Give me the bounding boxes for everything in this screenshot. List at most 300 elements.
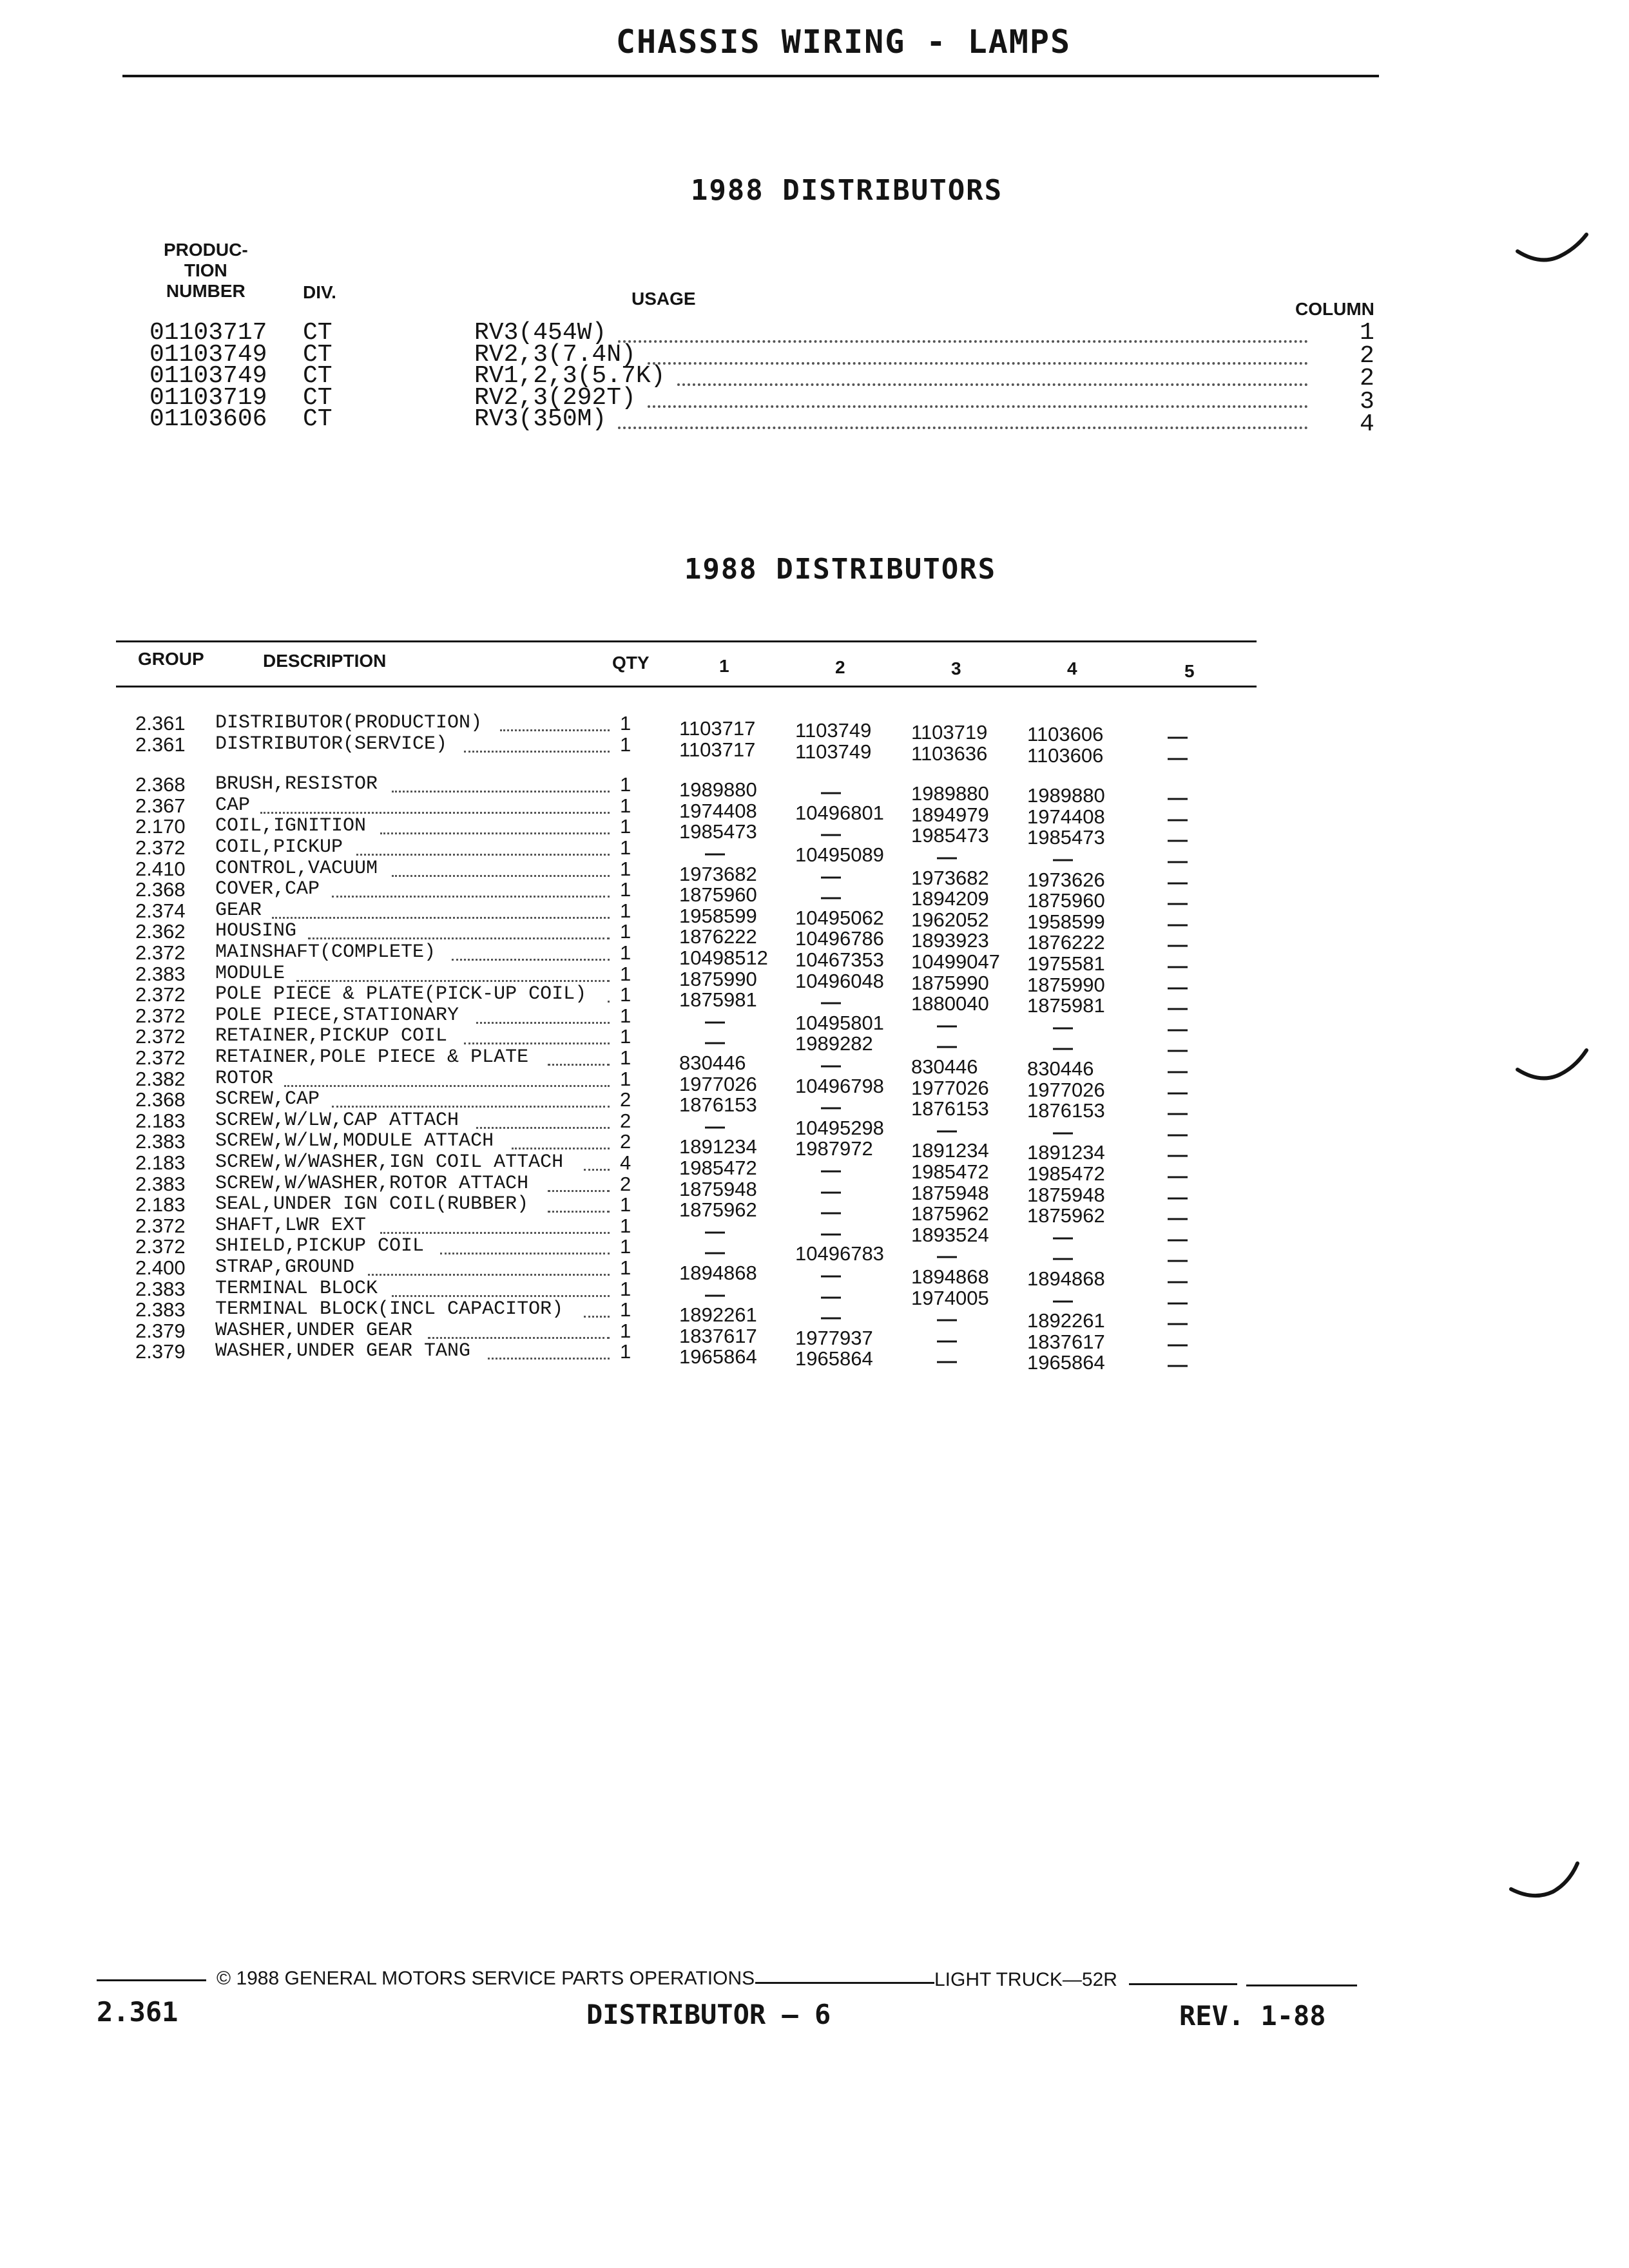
row-description: CAP (215, 794, 251, 816)
part-number-cell: 1891234 (1027, 1141, 1105, 1164)
part-number-cell: — (1168, 1206, 1188, 1229)
part-number-cell: — (821, 1284, 841, 1307)
part-number-cell: 1985472 (679, 1157, 757, 1179)
part-number-cell: — (821, 864, 841, 887)
row-qty: 1 (620, 1025, 631, 1048)
parts-section-title: 1988 DISTRIBUTORS (684, 553, 997, 586)
col-production-line-1: PRODUC- (164, 240, 248, 260)
part-number-cell: 1958599 (679, 904, 757, 927)
row-description: GEAR (215, 899, 262, 921)
row-description: ROTOR (215, 1067, 274, 1090)
row-description: POLE PIECE,STATIONARY (215, 1004, 459, 1026)
part-number-cell: 1103717 (679, 717, 756, 740)
part-number-cell: 1894868 (679, 1262, 757, 1284)
part-number-cell: — (937, 1118, 957, 1141)
part-number-cell: — (1168, 849, 1188, 872)
row-description: SCREW,W/LW,CAP ATTACH (215, 1109, 459, 1131)
part-number-cell: — (937, 1034, 957, 1057)
part-number-cell: 1837617 (1027, 1330, 1105, 1353)
part-number-cell: — (705, 1240, 725, 1264)
part-number-cell: — (821, 822, 841, 845)
part-number-cell: 1103719 (911, 721, 988, 744)
row-qty: 1 (620, 712, 631, 735)
parts-header-rule (116, 686, 1257, 687)
row-qty: 1 (620, 878, 631, 901)
part-number-cell: 10498512 (679, 947, 768, 969)
usage-description: RV3(350M) (474, 405, 607, 433)
dot-leader (452, 937, 610, 961)
part-number-cell: 1876153 (1027, 1099, 1105, 1122)
part-number-cell: 1985473 (911, 824, 989, 847)
part-number-cell: 1892261 (679, 1303, 757, 1327)
part-number-cell: 10495801 (795, 1011, 884, 1034)
usage-column: 2 (1360, 365, 1374, 392)
row-description: STRAP,GROUND (215, 1256, 355, 1278)
row-qty: 1 (620, 983, 631, 1006)
row-group: 2.400 (135, 1256, 186, 1279)
row-description: MODULE (215, 962, 285, 985)
row-qty: 1 (620, 773, 631, 796)
part-number-cell: — (1053, 1015, 1073, 1038)
row-description: MAINSHAFT(COMPLETE) (215, 941, 436, 963)
row-description: SEAL,UNDER IGN COIL(RUBBER) (215, 1193, 529, 1216)
footer-revision: REV. 1-88 (1179, 2000, 1326, 2032)
hdr-col-2: 2 (835, 657, 845, 677)
part-number-cell: 830446 (679, 1052, 746, 1074)
dot-leader (476, 1001, 610, 1024)
usage-section-title: 1988 DISTRIBUTORS (690, 174, 1003, 207)
row-group: 2.372 (135, 1235, 186, 1258)
part-number-cell: 10495298 (795, 1116, 884, 1139)
part-number-cell: 1894868 (1027, 1267, 1105, 1290)
part-number-cell: — (821, 1158, 841, 1181)
row-description: TERMINAL BLOCK(INCL CAPACITOR) (215, 1298, 564, 1321)
dot-leader (677, 361, 1308, 386)
part-number-cell: 1958599 (1027, 910, 1105, 933)
dot-leader (648, 340, 1308, 365)
part-number-cell: — (705, 1114, 725, 1137)
part-number-cell: — (1168, 1311, 1188, 1334)
part-number-cell: — (821, 1179, 841, 1202)
part-number-cell: — (937, 1307, 957, 1331)
part-number-cell: 1974005 (911, 1286, 989, 1309)
part-number-cell: — (1168, 1269, 1188, 1292)
part-number-cell: — (1168, 912, 1188, 935)
part-number-cell: — (1168, 1143, 1188, 1166)
hdr-description: DESCRIPTION (263, 651, 387, 671)
row-qty: 2 (620, 1130, 631, 1153)
row-group: 2.361 (135, 712, 186, 735)
part-number-cell: — (821, 885, 841, 908)
col-production-header (164, 240, 248, 302)
hdr-col-5: 5 (1184, 661, 1195, 681)
part-number-cell: — (1053, 847, 1073, 870)
usage-div: CT (303, 383, 333, 412)
part-number-cell: 1103749 (795, 719, 872, 742)
part-number-cell: 830446 (1027, 1057, 1094, 1080)
dot-leader (500, 708, 610, 731)
part-number-cell: — (1168, 828, 1188, 851)
part-number-cell: 1875981 (679, 988, 757, 1012)
part-number-cell: 1876222 (1027, 931, 1105, 954)
row-group: 2.372 (135, 983, 186, 1006)
usage-production-number: 01103719 (149, 383, 267, 412)
usage-production-number: 01103749 (149, 362, 267, 390)
part-number-cell: 1103606 (1027, 723, 1104, 745)
dot-leader (308, 916, 610, 939)
part-number-cell: — (937, 1328, 957, 1351)
part-number-cell: — (821, 780, 841, 803)
part-number-cell: — (1168, 1248, 1188, 1271)
row-qty: 1 (620, 1298, 631, 1321)
row-group: 2.372 (135, 1214, 186, 1237)
col-production-line-2: TION (184, 260, 227, 280)
dot-leader (392, 769, 610, 793)
part-number-cell: 1987972 (795, 1137, 873, 1160)
part-number-cell: — (1168, 745, 1188, 769)
usage-div: CT (303, 340, 333, 369)
row-group: 2.183 (135, 1193, 186, 1216)
row-group: 2.183 (135, 1109, 186, 1132)
row-qty: 2 (620, 1088, 631, 1111)
usage-description: RV3(454W) (474, 319, 607, 347)
part-number-cell: — (1053, 1288, 1073, 1311)
part-number-cell: 1103717 (679, 738, 756, 761)
row-group: 2.170 (135, 815, 186, 838)
part-number-cell: — (1168, 1164, 1188, 1187)
row-qty: 1 (620, 1235, 631, 1258)
usage-column: 4 (1360, 410, 1374, 438)
row-qty: 1 (620, 1340, 631, 1363)
part-number-cell: — (1168, 1353, 1188, 1376)
row-qty: 1 (620, 1256, 631, 1279)
usage-production-number: 01103717 (149, 319, 267, 347)
usage-row (0, 405, 1629, 438)
row-group: 2.372 (135, 836, 186, 859)
part-number-cell: 10496798 (795, 1074, 884, 1097)
row-description: CONTROL,VACUUM (215, 857, 378, 879)
row-group: 2.372 (135, 1025, 186, 1048)
part-number-cell: — (705, 841, 725, 864)
part-number-cell: 1989282 (795, 1032, 873, 1055)
row-group: 2.383 (135, 1130, 186, 1153)
dot-leader (332, 1084, 610, 1108)
row-group: 2.367 (135, 794, 186, 817)
part-number-cell: 10467353 (795, 948, 884, 971)
part-number-cell: — (937, 845, 957, 868)
row-group: 2.361 (135, 733, 186, 756)
part-number-cell: — (821, 1095, 841, 1119)
part-number-cell: 1875990 (1027, 973, 1105, 996)
row-group: 2.374 (135, 899, 186, 922)
part-number-cell: — (1168, 786, 1188, 809)
footer-rule-left (97, 1979, 206, 1981)
part-number-cell: 1977026 (1027, 1078, 1105, 1101)
row-description: DISTRIBUTOR(SERVICE) (215, 733, 448, 755)
usage-description: RV1,2,3(5.7K) (474, 362, 666, 390)
part-number-cell: 1875990 (911, 971, 989, 994)
dot-leader (368, 1253, 610, 1276)
part-number-cell: — (937, 1013, 957, 1036)
row-description: SCREW,CAP (215, 1088, 320, 1111)
hdr-qty: QTY (612, 653, 650, 673)
part-number-cell: 1875962 (679, 1198, 757, 1222)
part-number-cell: — (1168, 891, 1188, 914)
part-number-cell: 1875948 (911, 1181, 989, 1204)
part-number-cell: — (1053, 1225, 1073, 1248)
part-number-cell: 1989880 (1027, 784, 1105, 807)
part-number-cell: 1894979 (911, 803, 989, 826)
footer-page-label: DISTRIBUTOR — 6 (586, 1999, 831, 2030)
row-description: COIL,PICKUP (215, 836, 343, 858)
part-number-cell: — (1168, 1290, 1188, 1313)
col-div-header: DIV. (303, 282, 336, 302)
part-number-cell: 1985472 (1027, 1162, 1105, 1185)
part-number-cell: 1977026 (911, 1076, 989, 1099)
part-number-cell: 1974408 (1027, 805, 1105, 828)
part-number-cell: 1965864 (679, 1345, 757, 1369)
part-number-cell: — (1168, 807, 1188, 830)
dot-leader (428, 1316, 610, 1339)
row-group: 2.372 (135, 1046, 186, 1069)
part-number-cell: — (1168, 1017, 1188, 1040)
row-group: 2.382 (135, 1067, 186, 1090)
usage-description: RV2,3(292T) (474, 383, 636, 412)
row-qty: 1 (620, 1214, 631, 1237)
part-number-cell: 1974408 (679, 799, 757, 822)
part-number-cell: — (1168, 1332, 1188, 1355)
row-qty: 1 (620, 1067, 631, 1090)
row-qty: 1 (620, 1193, 631, 1216)
dot-leader (608, 979, 610, 1003)
part-number-cell: 10495089 (795, 843, 884, 866)
part-number-cell: — (705, 1009, 725, 1032)
row-description: RETAINER,POLE PIECE & PLATE (215, 1046, 529, 1068)
usage-column: 1 (1360, 319, 1374, 347)
row-description: SCREW,W/WASHER,ROTOR ATTACH (215, 1172, 529, 1195)
row-qty: 1 (620, 815, 631, 838)
part-number-cell: — (1168, 1059, 1188, 1082)
part-number-cell: — (1168, 996, 1188, 1019)
part-number-cell: — (1168, 725, 1188, 747)
part-number-cell: — (821, 1264, 841, 1286)
part-number-cell: — (1168, 870, 1188, 893)
row-group: 2.383 (135, 1172, 186, 1195)
part-number-cell: — (1168, 1038, 1188, 1061)
parts-top-rule (116, 640, 1257, 642)
part-number-cell: 10495062 (795, 906, 884, 929)
col-column-header: COLUMN (1295, 299, 1374, 319)
part-number-cell: 1103636 (911, 742, 988, 765)
row-group: 2.362 (135, 920, 186, 943)
part-number-cell: 1875960 (679, 883, 757, 907)
part-number-cell: — (1053, 1036, 1073, 1059)
dot-leader (392, 854, 610, 877)
row-qty: 1 (620, 1319, 631, 1342)
part-number-cell: 1989880 (911, 782, 989, 805)
hdr-col-4: 4 (1067, 658, 1077, 678)
part-number-cell: 1891234 (679, 1135, 757, 1158)
row-group: 2.372 (135, 941, 186, 964)
footer-rule-right-a (1129, 1983, 1237, 1985)
row-group: 2.383 (135, 1277, 186, 1300)
usage-description: RV2,3(7.4N) (474, 340, 636, 369)
part-number-cell: 1985472 (911, 1160, 989, 1183)
table-row (0, 733, 1629, 769)
dot-leader (548, 1169, 610, 1192)
part-number-cell: 1875948 (1027, 1183, 1105, 1206)
row-description: SCREW,W/LW,MODULE ATTACH (215, 1130, 494, 1153)
footer-copyright: © 1988 GENERAL MOTORS SERVICE PARTS OPERATIONS (217, 1968, 755, 1989)
header-rule (122, 75, 1379, 77)
dot-leader (464, 1021, 610, 1044)
part-number-cell: — (821, 1053, 841, 1076)
part-number-cell: 1894868 (911, 1265, 989, 1288)
part-number-cell: 1965864 (1027, 1351, 1105, 1374)
usage-div: CT (303, 319, 333, 347)
footer-group-number: 2.361 (97, 1996, 178, 2028)
dot-leader (380, 1211, 610, 1234)
part-number-cell: — (705, 1219, 725, 1242)
part-number-cell: 1876153 (911, 1097, 989, 1120)
part-number-cell: 1892261 (1027, 1309, 1105, 1332)
usage-div: CT (303, 405, 333, 433)
row-description: TERMINAL BLOCK (215, 1277, 378, 1300)
row-qty: 1 (620, 899, 631, 922)
part-number-cell: 1973682 (911, 866, 989, 889)
binder-mark-1 (1514, 226, 1592, 271)
usage-div: CT (303, 362, 333, 390)
dot-leader (284, 1064, 610, 1087)
part-number-cell: 1973682 (679, 862, 757, 885)
row-group: 2.410 (135, 857, 186, 880)
part-number-cell: — (937, 1244, 957, 1267)
row-qty: 4 (620, 1151, 631, 1174)
part-number-cell: 1875990 (679, 967, 757, 990)
dot-leader (512, 1126, 610, 1149)
part-number-cell: — (821, 1221, 841, 1244)
part-number-cell: — (1053, 1246, 1073, 1269)
part-number-cell: 1973626 (1027, 868, 1105, 891)
footer-catalog: LIGHT TRUCK—52R (934, 1969, 1117, 1990)
row-group: 2.383 (135, 1298, 186, 1321)
part-number-cell: — (1168, 1227, 1188, 1250)
part-number-cell: 1103606 (1027, 744, 1104, 767)
part-number-cell: 10496783 (795, 1242, 884, 1265)
binder-mark-2 (1514, 1044, 1592, 1089)
part-number-cell: — (1168, 1122, 1188, 1145)
part-number-cell: 1985473 (1027, 826, 1105, 849)
row-description: COIL,IGNITION (215, 815, 367, 838)
row-description: POLE PIECE & PLATE(PICK-UP COIL) (215, 983, 587, 1006)
dot-leader (476, 1106, 610, 1129)
part-number-cell: 1875960 (1027, 889, 1105, 912)
dot-leader (380, 811, 610, 834)
part-number-cell: — (1168, 1101, 1188, 1124)
part-number-cell: — (937, 1349, 957, 1372)
part-number-cell: 830446 (911, 1055, 978, 1078)
row-description: COVER,CAP (215, 878, 320, 901)
row-description: RETAINER,PICKUP COIL (215, 1025, 448, 1048)
part-number-cell: 1985473 (679, 820, 757, 843)
row-qty: 1 (620, 794, 631, 817)
row-group: 2.368 (135, 773, 186, 796)
part-number-cell: — (1168, 1080, 1188, 1103)
dot-leader (548, 1043, 610, 1066)
part-number-cell: — (1168, 975, 1188, 998)
row-qty: 1 (620, 920, 631, 943)
part-number-cell: 1977937 (795, 1326, 873, 1349)
usage-production-number: 01103749 (149, 340, 267, 369)
row-description: SHAFT,LWR EXT (215, 1214, 367, 1236)
row-qty: 1 (620, 1277, 631, 1300)
row-description: WASHER,UNDER GEAR TANG (215, 1340, 471, 1363)
table-row (0, 1340, 1629, 1376)
part-number-cell: 1875962 (1027, 1204, 1105, 1227)
part-number-cell: 1977026 (679, 1072, 757, 1095)
dot-leader (392, 1274, 610, 1297)
row-group: 2.379 (135, 1340, 186, 1363)
row-qty: 1 (620, 1046, 631, 1069)
usage-production-number: 01103606 (149, 405, 267, 433)
usage-column: 2 (1360, 341, 1374, 370)
part-number-cell: 1891234 (911, 1139, 989, 1162)
part-number-cell: 1875948 (679, 1177, 757, 1200)
part-number-cell: 1893923 (911, 929, 989, 952)
row-qty: 2 (620, 1109, 631, 1132)
part-number-cell: — (821, 1200, 841, 1224)
hdr-group: GROUP (138, 649, 204, 669)
part-number-cell: 1875962 (911, 1202, 989, 1225)
dot-leader (488, 1336, 610, 1360)
part-number-cell: 1880040 (911, 992, 989, 1015)
row-group: 2.368 (135, 878, 186, 901)
row-description: WASHER,UNDER GEAR (215, 1319, 413, 1341)
usage-column: 3 (1360, 387, 1374, 416)
footer-rule-right-b (1246, 1984, 1357, 1986)
part-number-cell: — (1168, 954, 1188, 977)
part-number-cell: 1962052 (911, 908, 989, 931)
row-qty: 1 (620, 733, 631, 756)
row-group: 2.183 (135, 1151, 186, 1174)
part-number-cell: — (1168, 1185, 1188, 1208)
part-number-cell: — (1168, 933, 1188, 956)
part-number-cell: 1975581 (1027, 952, 1105, 975)
part-number-cell: — (821, 990, 841, 1014)
dot-leader (584, 1294, 610, 1318)
row-qty: 1 (620, 1004, 631, 1027)
part-number-cell: — (821, 1305, 841, 1329)
row-qty: 1 (620, 857, 631, 880)
dot-leader (548, 1189, 610, 1213)
hdr-col-1: 1 (719, 656, 729, 676)
part-number-cell: 10496048 (795, 969, 884, 992)
part-number-cell: 1103749 (795, 740, 872, 763)
row-qty: 1 (620, 962, 631, 985)
dot-leader (618, 318, 1308, 343)
dot-leader (332, 874, 610, 898)
row-description: SHIELD,PICKUP COIL (215, 1235, 425, 1258)
row-description: DISTRIBUTOR(PRODUCTION) (215, 712, 483, 734)
row-group: 2.372 (135, 1004, 186, 1027)
dot-leader (296, 959, 610, 982)
dot-leader (584, 1148, 610, 1171)
col-usage-header: USAGE (631, 289, 696, 309)
row-description: SCREW,W/WASHER,IGN COIL ATTACH (215, 1151, 564, 1173)
dot-leader (464, 729, 610, 753)
part-number-cell: 10496801 (795, 801, 884, 824)
part-number-cell: — (705, 1030, 725, 1053)
